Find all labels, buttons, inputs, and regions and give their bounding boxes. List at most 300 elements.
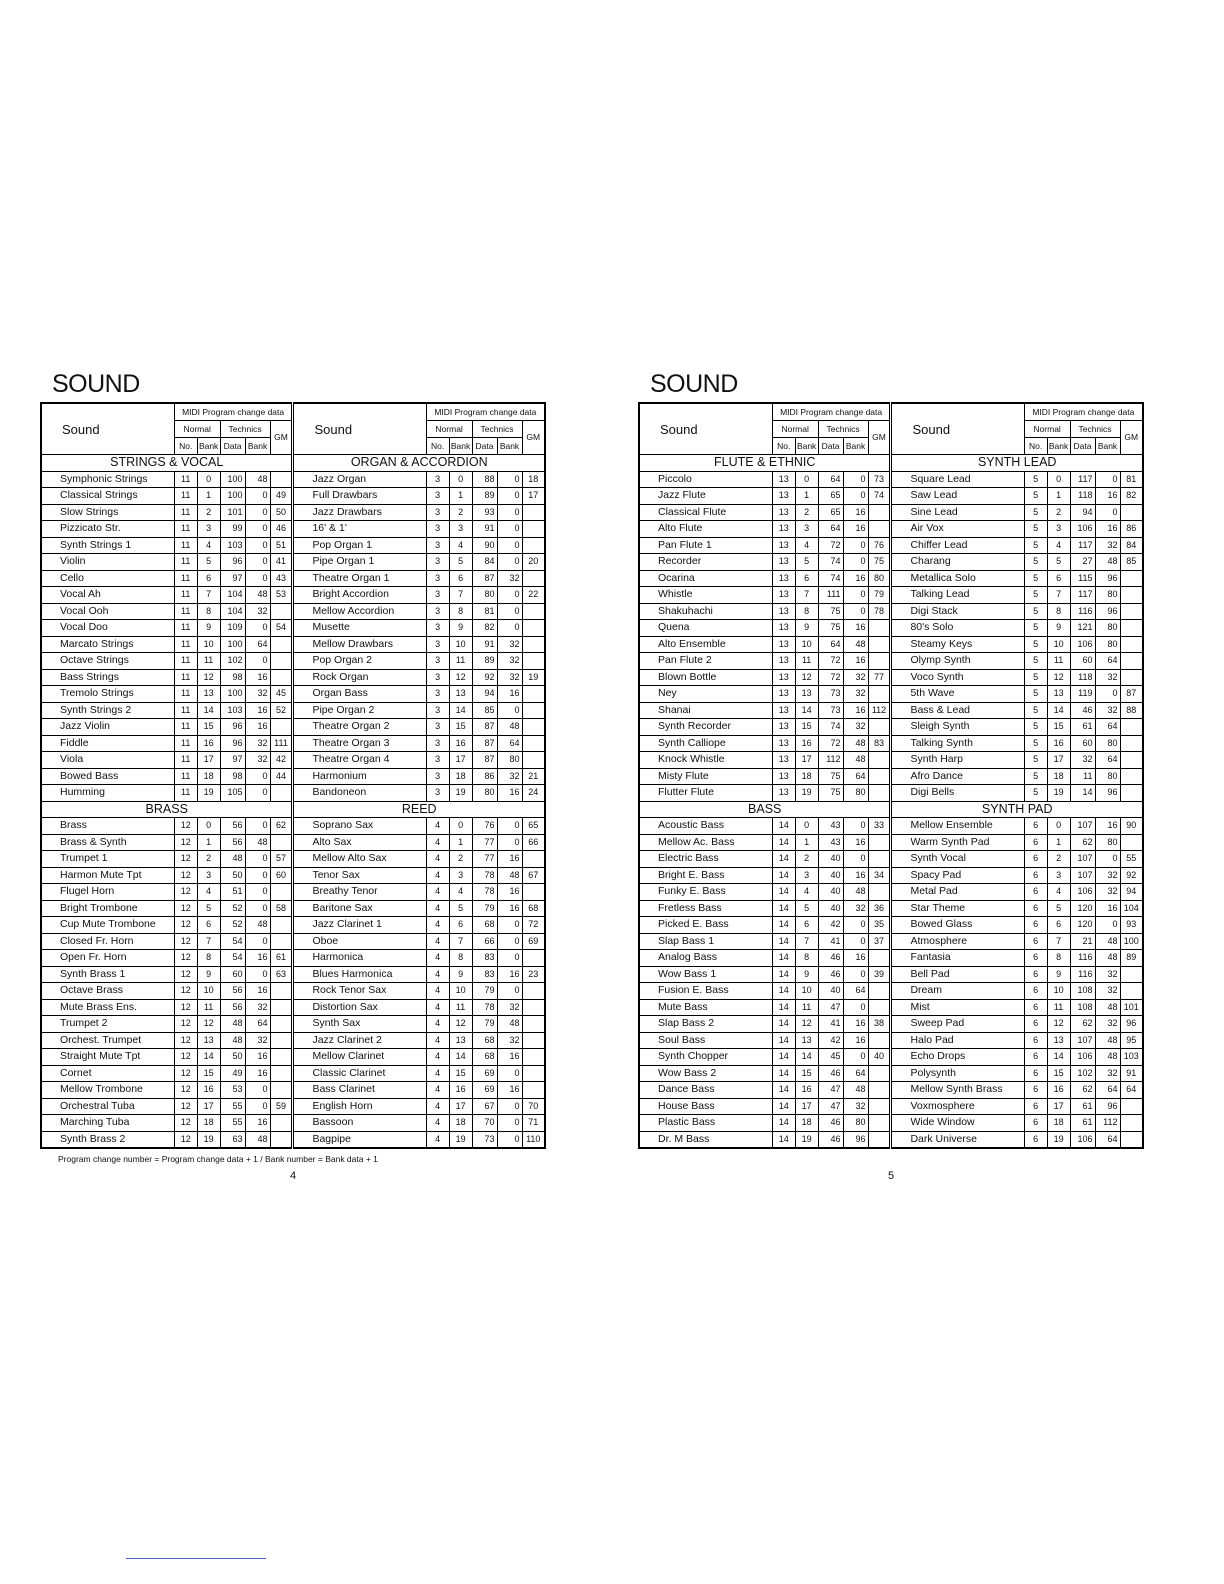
sound-name: Theatre Organ 1 — [293, 570, 426, 587]
normal-bank: 13 — [449, 1032, 472, 1049]
normal-bank: 3 — [1047, 867, 1070, 884]
technics-data: 106 — [1070, 884, 1095, 901]
technics-data: 48 — [220, 1032, 245, 1049]
sound-name: Mellow Drawbars — [293, 636, 426, 653]
technics-data: 60 — [1070, 653, 1095, 670]
sound-name: Jazz Organ — [293, 471, 426, 488]
normal-bank: 8 — [1047, 950, 1070, 967]
table-row — [639, 752, 1143, 769]
section-title: FLUTE & ETHNIC — [639, 455, 891, 472]
technics-bank: 0 — [245, 521, 270, 538]
technics-bank: 32 — [1095, 966, 1120, 983]
normal-bank: 0 — [795, 818, 818, 835]
gm-number: 59 — [270, 1098, 293, 1115]
sound-name: Octave Brass — [41, 983, 174, 1000]
normal-bank: 17 — [197, 752, 220, 769]
technics-bank: 16 — [1095, 488, 1120, 505]
data-header: Data — [1070, 438, 1095, 455]
technics-data: 80 — [472, 587, 497, 604]
sound-name: Synth Strings 1 — [41, 537, 174, 554]
technics-bank: 0 — [245, 768, 270, 785]
gm-header: GM — [1120, 421, 1143, 455]
program-no: 5 — [1024, 521, 1047, 538]
technics-data: 85 — [472, 702, 497, 719]
table-row — [639, 719, 1143, 736]
technics-data: 116 — [1070, 966, 1095, 983]
table-row — [41, 867, 545, 884]
sound-name: Violin — [41, 554, 174, 571]
sound-name: Ocarina — [639, 570, 772, 587]
program-no: 3 — [426, 620, 449, 637]
table-row — [639, 1016, 1143, 1033]
sound-name: Theatre Organ 2 — [293, 719, 426, 736]
program-no: 14 — [772, 1049, 795, 1066]
no-header: No. — [426, 438, 449, 455]
technics-bank: 0 — [843, 917, 868, 934]
technics-data: 82 — [472, 620, 497, 637]
program-no: 14 — [772, 1082, 795, 1099]
technics-bank: 0 — [245, 504, 270, 521]
gm-number — [1120, 983, 1143, 1000]
table-row — [639, 983, 1143, 1000]
technics-data: 118 — [1070, 488, 1095, 505]
sound-name: Closed Fr. Horn — [41, 933, 174, 950]
technics-bank: 0 — [245, 488, 270, 505]
sound-name: Mellow Synth Brass — [891, 1082, 1024, 1099]
technics-bank: 16 — [843, 620, 868, 637]
technics-bank: 48 — [245, 471, 270, 488]
gm-number: 73 — [868, 471, 891, 488]
gm-number — [868, 884, 891, 901]
table-row — [639, 768, 1143, 785]
gm-number: 38 — [868, 1016, 891, 1033]
sound-name: Halo Pad — [891, 1032, 1024, 1049]
program-no: 11 — [174, 537, 197, 554]
technics-data: 75 — [818, 768, 843, 785]
technics-bank: 0 — [245, 1098, 270, 1115]
technics-data: 105 — [220, 785, 245, 802]
program-no: 11 — [174, 488, 197, 505]
gm-number — [868, 636, 891, 653]
technics-data: 66 — [472, 933, 497, 950]
technics-data: 74 — [818, 719, 843, 736]
table-row — [639, 521, 1143, 538]
technics-bank: 0 — [245, 537, 270, 554]
program-no: 4 — [426, 1032, 449, 1049]
table-row — [639, 1131, 1143, 1148]
technics-bank: 0 — [245, 900, 270, 917]
technics-bank: 80 — [1095, 834, 1120, 851]
gm-number: 83 — [868, 735, 891, 752]
technics-bank: 32 — [245, 999, 270, 1016]
gm-number: 18 — [522, 471, 545, 488]
program-no: 6 — [1024, 1032, 1047, 1049]
program-no: 12 — [174, 1032, 197, 1049]
gm-number — [522, 603, 545, 620]
technics-bank: 16 — [843, 867, 868, 884]
sound-name: Warm Synth Pad — [891, 834, 1024, 851]
technics-bank: 16 — [245, 669, 270, 686]
program-no: 5 — [1024, 537, 1047, 554]
page-title: SOUND — [52, 370, 140, 398]
program-no: 4 — [426, 966, 449, 983]
no-header: No. — [174, 438, 197, 455]
sound-name: Fretless Bass — [639, 900, 772, 917]
sound-name: Wow Bass 1 — [639, 966, 772, 983]
normal-bank: 1 — [1047, 834, 1070, 851]
technics-data: 40 — [818, 983, 843, 1000]
technics-bank: 0 — [245, 851, 270, 868]
program-no: 12 — [174, 1115, 197, 1132]
sound-name: Classic Clarinet — [293, 1065, 426, 1082]
sound-name: Vocal Ooh — [41, 603, 174, 620]
technics-data: 101 — [220, 504, 245, 521]
normal-bank: 10 — [1047, 636, 1070, 653]
sound-name: Ney — [639, 686, 772, 703]
normal-bank: 9 — [795, 966, 818, 983]
sound-name: 16' & 1' — [293, 521, 426, 538]
table-row — [639, 587, 1143, 604]
table-row — [41, 768, 545, 785]
technics-bank: 32 — [245, 1032, 270, 1049]
table-row — [639, 851, 1143, 868]
technics-bank: 16 — [843, 950, 868, 967]
sound-name: Marcato Strings — [41, 636, 174, 653]
program-no: 12 — [174, 884, 197, 901]
bank-header: Bank — [497, 438, 522, 455]
program-no: 12 — [174, 834, 197, 851]
gm-number: 53 — [270, 587, 293, 604]
table-row — [639, 966, 1143, 983]
program-no: 3 — [426, 504, 449, 521]
normal-bank: 10 — [795, 636, 818, 653]
gm-number: 34 — [868, 867, 891, 884]
table-row — [41, 933, 545, 950]
normal-bank: 18 — [795, 1115, 818, 1132]
normal-bank: 2 — [449, 504, 472, 521]
technics-bank: 48 — [245, 834, 270, 851]
technics-data: 46 — [1070, 702, 1095, 719]
technics-data: 102 — [1070, 1065, 1095, 1082]
technics-data: 55 — [220, 1115, 245, 1132]
right-page — [638, 370, 1144, 1183]
gm-number: 101 — [1120, 999, 1143, 1016]
normal-bank: 4 — [449, 884, 472, 901]
technics-bank: 32 — [497, 1032, 522, 1049]
normal-bank: 5 — [197, 900, 220, 917]
sound-name: Alto Flute — [639, 521, 772, 538]
program-no: 6 — [1024, 1098, 1047, 1115]
sound-name: Dance Bass — [639, 1082, 772, 1099]
technics-bank: 16 — [245, 1115, 270, 1132]
program-no: 12 — [174, 966, 197, 983]
technics-data: 64 — [818, 521, 843, 538]
normal-bank: 7 — [197, 933, 220, 950]
program-no: 11 — [174, 752, 197, 769]
technics-data: 40 — [818, 900, 843, 917]
program-no: 12 — [174, 917, 197, 934]
sound-name: Tremolo Strings — [41, 686, 174, 703]
sound-name: Steamy Keys — [891, 636, 1024, 653]
technics-data: 65 — [818, 504, 843, 521]
sound-name: Star Theme — [891, 900, 1024, 917]
normal-bank: 3 — [449, 521, 472, 538]
technics-bank: 32 — [497, 653, 522, 670]
technics-bank: 32 — [1095, 884, 1120, 901]
section-title: REED — [293, 801, 545, 818]
table-row — [41, 884, 545, 901]
technics-data: 106 — [1070, 1131, 1095, 1148]
normal-bank: 11 — [1047, 653, 1070, 670]
gm-number — [522, 686, 545, 703]
gm-number — [1120, 620, 1143, 637]
normal-bank: 9 — [197, 620, 220, 637]
technics-bank: 16 — [497, 686, 522, 703]
gm-number: 22 — [522, 587, 545, 604]
normal-bank: 0 — [197, 471, 220, 488]
technics-data: 41 — [818, 1016, 843, 1033]
technics-data: 117 — [1070, 537, 1095, 554]
technics-bank: 48 — [1095, 999, 1120, 1016]
program-no: 12 — [174, 900, 197, 917]
normal-bank: 14 — [197, 702, 220, 719]
gm-number — [1120, 1131, 1143, 1148]
program-no: 6 — [1024, 900, 1047, 917]
technics-data: 62 — [1070, 1082, 1095, 1099]
technics-data: 100 — [220, 686, 245, 703]
technics-data: 83 — [472, 950, 497, 967]
normal-bank: 5 — [795, 900, 818, 917]
technics-data: 79 — [472, 900, 497, 917]
normal-header: Normal — [772, 421, 818, 438]
program-no: 3 — [426, 488, 449, 505]
gm-number — [270, 983, 293, 1000]
table-row — [639, 735, 1143, 752]
technics-data: 72 — [818, 735, 843, 752]
sound-name: Harmon Mute Tpt — [41, 867, 174, 884]
sound-name: Classical Strings — [41, 488, 174, 505]
program-no: 5 — [1024, 504, 1047, 521]
technics-bank: 80 — [1095, 636, 1120, 653]
program-no: 14 — [772, 1016, 795, 1033]
sound-name: Viola — [41, 752, 174, 769]
sound-name: Dr. M Bass — [639, 1131, 772, 1148]
gm-number: 54 — [270, 620, 293, 637]
technics-bank: 0 — [245, 1082, 270, 1099]
normal-bank: 8 — [1047, 603, 1070, 620]
normal-bank: 3 — [795, 867, 818, 884]
table-row — [639, 818, 1143, 835]
table-row — [41, 488, 545, 505]
program-no: 3 — [426, 719, 449, 736]
normal-bank: 18 — [449, 768, 472, 785]
normal-bank: 11 — [449, 999, 472, 1016]
gm-number: 96 — [1120, 1016, 1143, 1033]
sound-name: Distortion Sax — [293, 999, 426, 1016]
program-no: 6 — [1024, 966, 1047, 983]
technics-bank: 96 — [1095, 1098, 1120, 1115]
normal-bank: 11 — [1047, 999, 1070, 1016]
normal-bank: 8 — [197, 950, 220, 967]
gm-number: 40 — [868, 1049, 891, 1066]
program-no: 11 — [174, 785, 197, 802]
sound-name: Rock Tenor Sax — [293, 983, 426, 1000]
program-no: 6 — [1024, 867, 1047, 884]
sound-name: Marching Tuba — [41, 1115, 174, 1132]
technics-bank: 0 — [245, 867, 270, 884]
technics-data: 40 — [818, 867, 843, 884]
technics-bank: 16 — [843, 702, 868, 719]
sound-name: Symphonic Strings — [41, 471, 174, 488]
technics-data: 32 — [1070, 752, 1095, 769]
technics-data: 83 — [472, 966, 497, 983]
sound-name: Cornet — [41, 1065, 174, 1082]
program-no: 5 — [1024, 686, 1047, 703]
table-row — [639, 620, 1143, 637]
normal-bank: 5 — [449, 554, 472, 571]
gm-number — [1120, 966, 1143, 983]
gm-number — [270, 636, 293, 653]
technics-bank: 48 — [497, 867, 522, 884]
gm-number: 39 — [868, 966, 891, 983]
sound-name: Air Vox — [891, 521, 1024, 538]
program-no: 13 — [772, 686, 795, 703]
technics-data: 73 — [472, 1131, 497, 1148]
program-no: 11 — [174, 669, 197, 686]
normal-bank: 11 — [449, 653, 472, 670]
gm-number — [270, 1082, 293, 1099]
program-no: 3 — [426, 735, 449, 752]
technics-data: 87 — [472, 752, 497, 769]
program-no: 12 — [174, 1065, 197, 1082]
gm-number: 68 — [522, 900, 545, 917]
table-row — [639, 686, 1143, 703]
gm-number — [868, 1065, 891, 1082]
technics-data: 98 — [220, 768, 245, 785]
table-row — [41, 554, 545, 571]
gm-header: GM — [868, 421, 891, 455]
gm-header: GM — [522, 421, 545, 455]
gm-number — [522, 570, 545, 587]
no-header: No. — [772, 438, 795, 455]
gm-header: GM — [270, 421, 293, 455]
gm-number: 42 — [270, 752, 293, 769]
gm-number — [270, 1016, 293, 1033]
gm-number — [522, 521, 545, 538]
sound-name: Wide Window — [891, 1115, 1024, 1132]
technics-data: 78 — [472, 884, 497, 901]
technics-data: 87 — [472, 719, 497, 736]
technics-bank: 0 — [1095, 686, 1120, 703]
technics-bank: 48 — [245, 1131, 270, 1148]
normal-bank: 18 — [1047, 768, 1070, 785]
table-row — [639, 867, 1143, 884]
program-no: 3 — [426, 554, 449, 571]
table-row — [41, 917, 545, 934]
technics-data: 46 — [818, 1065, 843, 1082]
normal-bank: 5 — [197, 554, 220, 571]
sound-name: Fusion E. Bass — [639, 983, 772, 1000]
technics-data: 120 — [1070, 917, 1095, 934]
table-row — [41, 950, 545, 967]
technics-bank: 32 — [1095, 1065, 1120, 1082]
gm-number — [1120, 768, 1143, 785]
table-row — [639, 785, 1143, 802]
sound-name: Flugel Horn — [41, 884, 174, 901]
normal-bank: 0 — [795, 471, 818, 488]
sound-name: Metal Pad — [891, 884, 1024, 901]
normal-bank: 19 — [795, 1131, 818, 1148]
technics-bank: 0 — [497, 950, 522, 967]
program-no: 4 — [426, 999, 449, 1016]
technics-data: 77 — [472, 851, 497, 868]
table-row — [639, 933, 1143, 950]
normal-bank: 15 — [197, 719, 220, 736]
sound-name: Shakuhachi — [639, 603, 772, 620]
table-row — [41, 702, 545, 719]
gm-number: 69 — [522, 933, 545, 950]
sound-name: Synth Recorder — [639, 719, 772, 736]
table-row — [41, 504, 545, 521]
technics-bank: 0 — [245, 785, 270, 802]
technics-data: 88 — [472, 471, 497, 488]
gm-number: 86 — [1120, 521, 1143, 538]
technics-data: 54 — [220, 950, 245, 967]
technics-data: 54 — [220, 933, 245, 950]
gm-number: 67 — [522, 867, 545, 884]
sound-name: Quena — [639, 620, 772, 637]
sound-name: Alto Sax — [293, 834, 426, 851]
program-no: 4 — [426, 900, 449, 917]
technics-bank: 32 — [1095, 537, 1120, 554]
program-no: 5 — [1024, 653, 1047, 670]
technics-data: 75 — [818, 785, 843, 802]
program-no: 3 — [426, 785, 449, 802]
normal-bank: 16 — [197, 735, 220, 752]
program-no: 13 — [772, 653, 795, 670]
technics-bank: 80 — [1095, 620, 1120, 637]
sound-name: Vocal Doo — [41, 620, 174, 637]
program-no: 14 — [772, 983, 795, 1000]
normal-bank: 13 — [197, 1032, 220, 1049]
technics-data: 100 — [220, 471, 245, 488]
gm-number — [868, 785, 891, 802]
bank-header: Bank — [795, 438, 818, 455]
technics-data: 98 — [220, 669, 245, 686]
program-no: 4 — [426, 1115, 449, 1132]
sound-name: Fiddle — [41, 735, 174, 752]
program-no: 6 — [1024, 1065, 1047, 1082]
technics-bank: 32 — [497, 669, 522, 686]
technics-data: 107 — [1070, 867, 1095, 884]
normal-bank: 16 — [1047, 735, 1070, 752]
program-no: 14 — [772, 966, 795, 983]
technics-data: 94 — [1070, 504, 1095, 521]
technics-bank: 0 — [843, 933, 868, 950]
normal-bank: 17 — [449, 1098, 472, 1115]
technics-data: 78 — [472, 867, 497, 884]
sound-name: Echo Drops — [891, 1049, 1024, 1066]
normal-bank: 4 — [1047, 537, 1070, 554]
gm-number: 60 — [270, 867, 293, 884]
normal-bank: 3 — [1047, 521, 1070, 538]
sound-name: Synth Brass 1 — [41, 966, 174, 983]
sound-name: Chiffer Lead — [891, 537, 1024, 554]
technics-bank: 48 — [497, 1016, 522, 1033]
program-no: 13 — [772, 702, 795, 719]
technics-bank: 16 — [245, 950, 270, 967]
normal-bank: 12 — [197, 1016, 220, 1033]
